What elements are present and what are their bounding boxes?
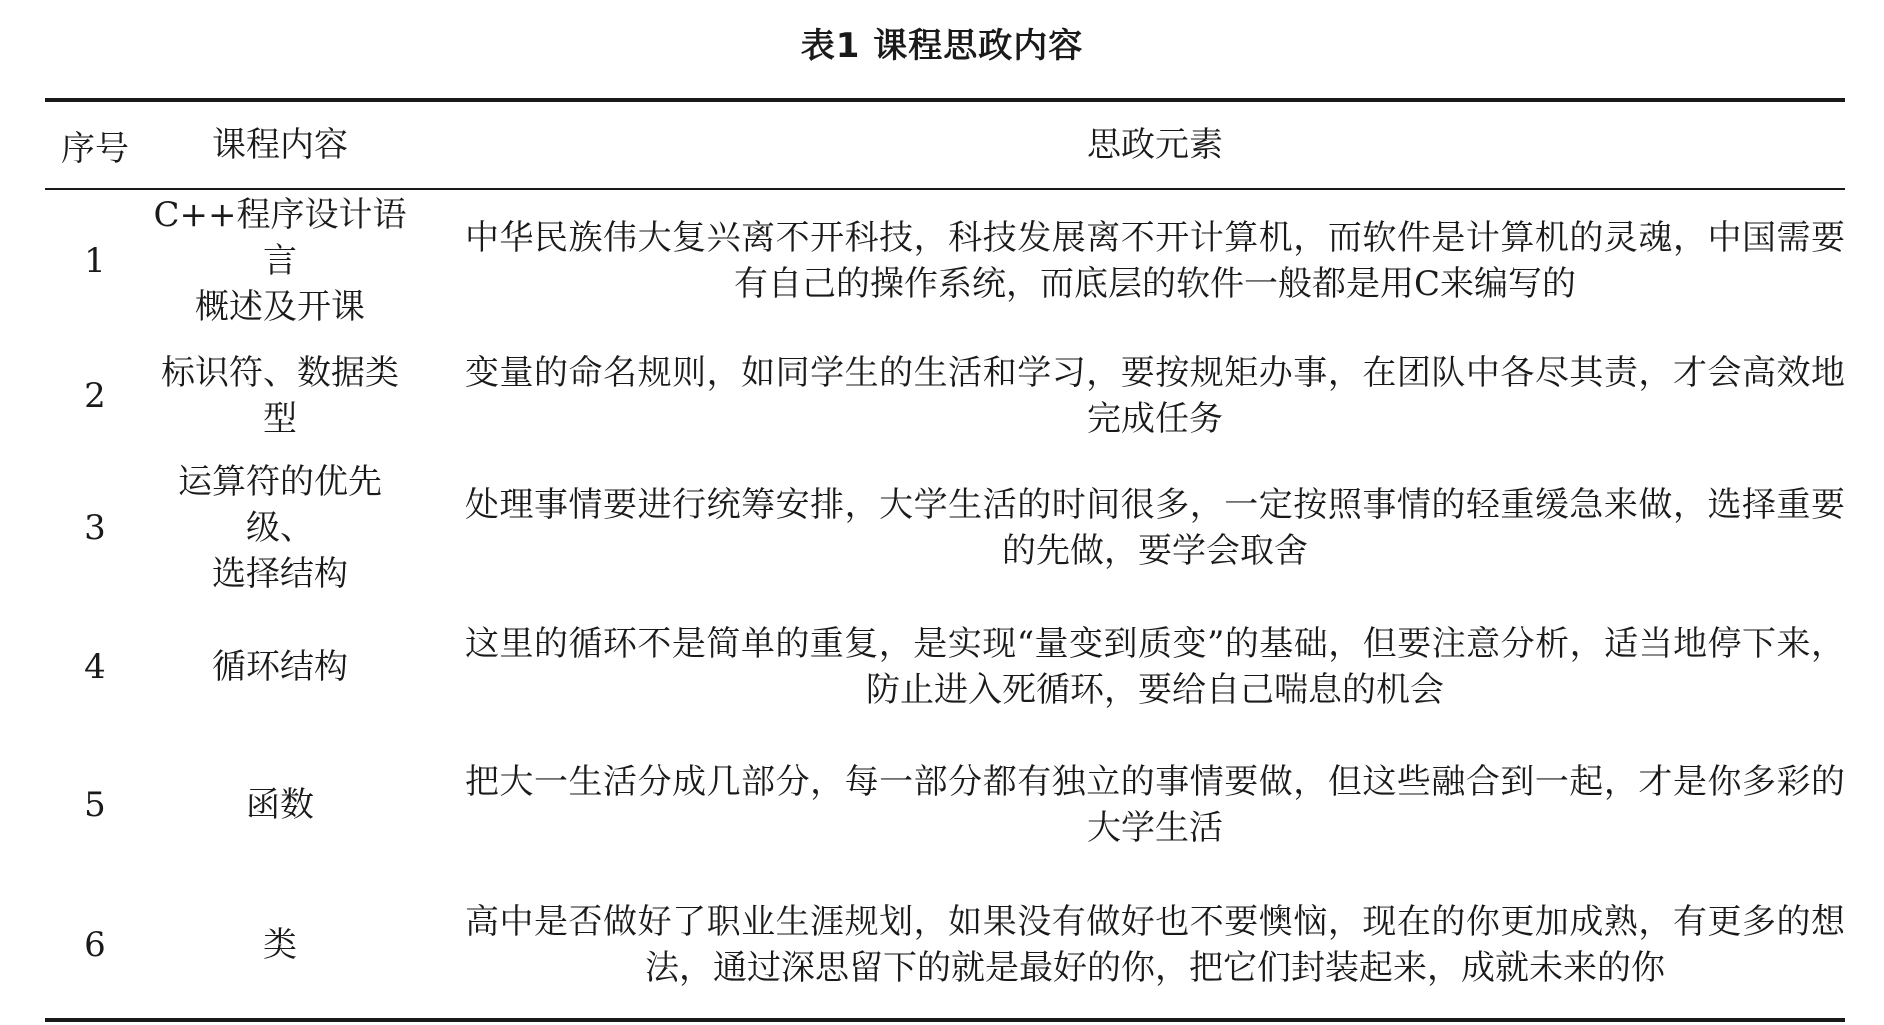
header-course-content: 课程内容: [212, 125, 348, 165]
course-ideology-table: [45, 98, 1845, 1022]
table-row: [45, 190, 1845, 332]
row-course-content: [145, 192, 415, 330]
course-line: 标识符、数据类型: [161, 353, 399, 439]
table-caption: 表1 课程思政内容: [800, 26, 1084, 66]
row-serial-number: 6: [84, 925, 106, 965]
row-serial-number: 2: [84, 376, 106, 416]
table-row: [45, 738, 1845, 872]
table-row: [45, 872, 1845, 1018]
row-serial-number: 3: [84, 508, 106, 548]
course-line: 类: [263, 925, 297, 965]
table-header-row: [45, 102, 1845, 190]
row-ideology-element: 处理事情要进行统筹安排，大学生活的时间很多，一定按照事情的轻重缓急来做，选择重要的先做，要学会取舍: [465, 485, 1845, 571]
row-course-content: [145, 782, 415, 828]
row-course-content: [145, 922, 415, 968]
course-line: 运算符的优先级、: [178, 462, 382, 548]
row-course-content: [145, 644, 415, 690]
table-row: [45, 596, 1845, 738]
row-ideology-element: 这里的循环不是简单的重复，是实现“量变到质变”的基础，但要注意分析，适当地停下来，防止进入死循环，要给自己喘息的机会: [465, 624, 1845, 710]
course-line: C++程序设计语言: [153, 195, 407, 281]
course-line: 选择结构: [212, 554, 348, 594]
row-course-content: [145, 350, 415, 442]
row-ideology-element: 高中是否做好了职业生涯规划，如果没有做好也不要懊恼，现在的你更加成熟，有更多的想法，通过深思留下的就是最好的你，把它们封装起来，成就未来的你: [465, 902, 1845, 988]
row-course-content: [145, 459, 415, 597]
row-ideology-element: 把大一生活分成几部分，每一部分都有独立的事情要做，但这些融合到一起，才是你多彩的大学生活: [465, 762, 1845, 848]
row-serial-number: 1: [84, 241, 106, 281]
row-ideology-element: 中华民族伟大复兴离不开科技，科技发展离不开计算机，而软件是计算机的灵魂，中国需要有自己的操作系统，而底层的软件一般都是用C来编写的: [465, 218, 1845, 304]
table-row: [45, 460, 1845, 596]
course-line: 函数: [246, 785, 314, 825]
header-serial-number: 序号: [61, 128, 129, 169]
header-ideology-element: 思政元素: [1087, 125, 1223, 165]
row-serial-number: 4: [84, 647, 106, 687]
row-serial-number: 5: [84, 785, 106, 825]
course-line: 循环结构: [212, 647, 348, 687]
table-row: [45, 332, 1845, 460]
row-ideology-element: 变量的命名规则，如同学生的生活和学习，要按规矩办事，在团队中各尽其责，才会高效地完成任务: [465, 353, 1845, 439]
course-line: 概述及开课: [195, 287, 365, 327]
